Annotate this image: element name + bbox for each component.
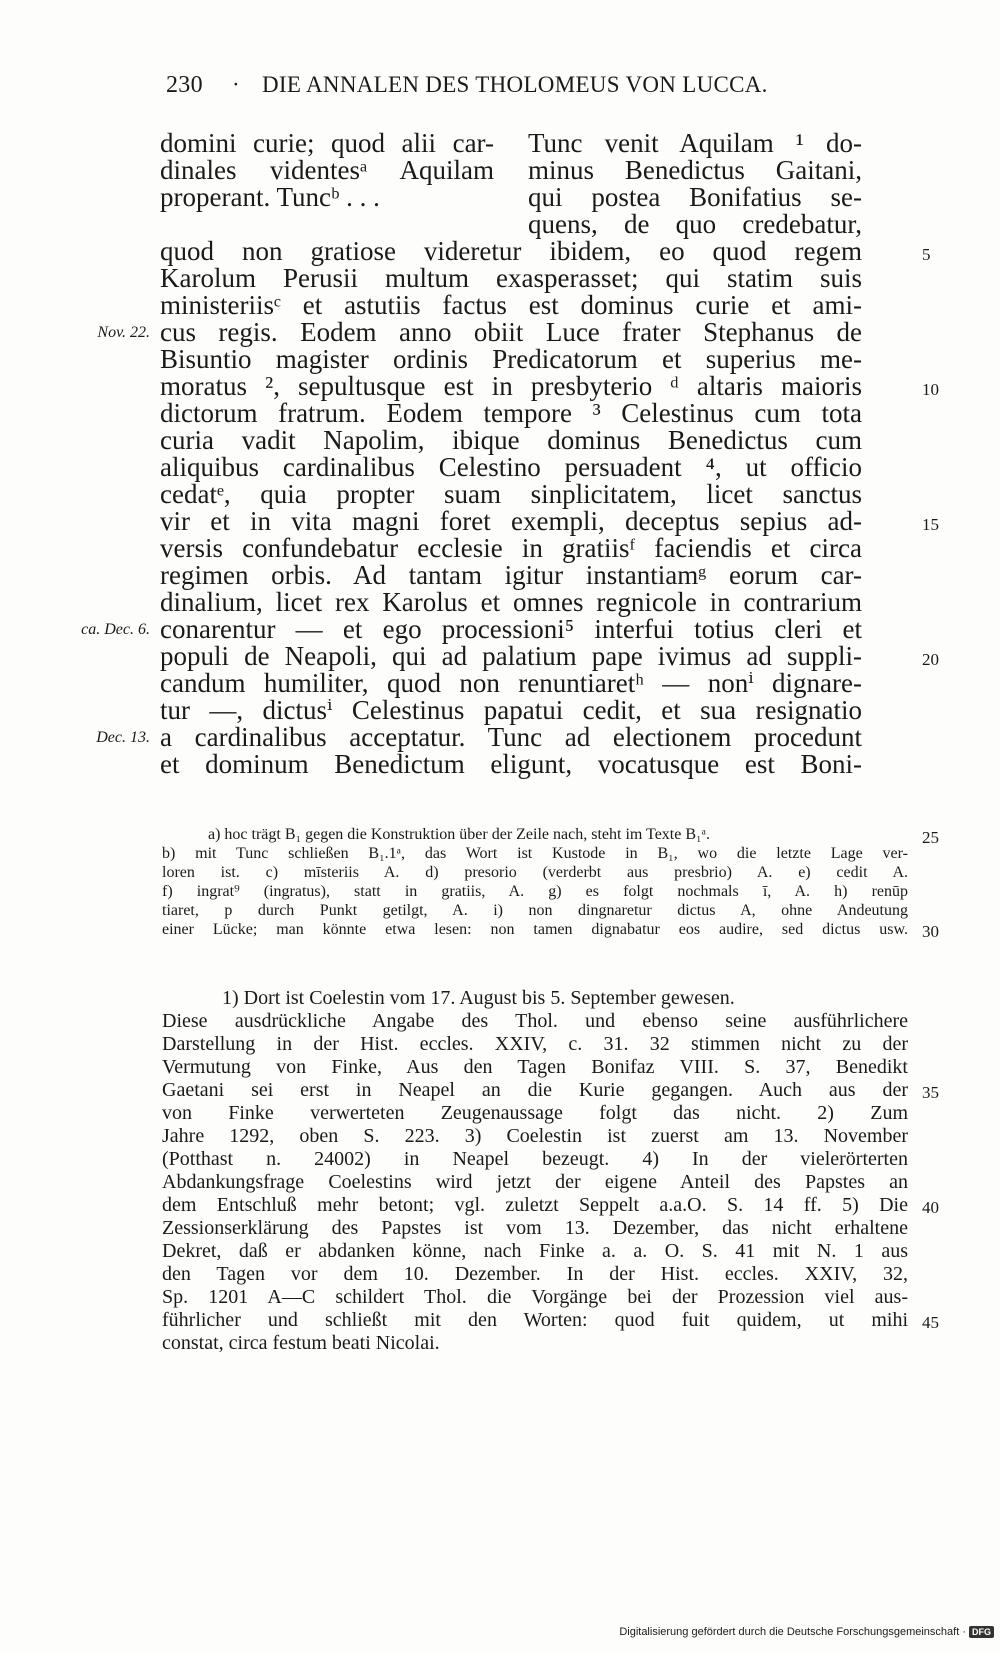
text-line: curia vadit Napolim, ibique dominus Benedictus cum: [160, 425, 862, 455]
line-number: 10: [922, 380, 939, 399]
right-column-line: Tunc venit Aquilam ¹ do-: [528, 128, 862, 158]
variant-line: a) hoc trägt B₁ gegen die Konstruktion über der Zeile nach, steht im Texte B₁ᵃ.: [208, 826, 710, 843]
text-line: Bisuntio magister ordinis Predicatorum et superius me-: [160, 344, 862, 374]
text-line: cus regis. Eodem anno obiit Luce frater Stephanus de: [160, 317, 862, 347]
margin-date: Dec. 13.: [96, 729, 150, 746]
line-number: 30: [922, 922, 939, 941]
commentary-line: den Tagen vor dem 10. Dezember. In der Hist. eccles. XXIV, 32,: [162, 1263, 908, 1285]
left-column-line: dinales videntesᵃ Aquilam: [160, 155, 494, 185]
left-column-line: properant. Tuncᵇ . . .: [160, 182, 380, 212]
footer-text: Digitalisierung gefördert durch die Deutsche Forschungsgemeinschaft ·: [619, 1626, 966, 1638]
left-column-line: domini curie; quod alii car-: [160, 128, 494, 158]
text-line: Karolum Perusii multum exasperasset; qui statim suis: [160, 263, 862, 293]
commentary-line: 1) Dort ist Coelestin vom 17. August bis 5. September gewesen.: [222, 987, 735, 1009]
text-line: populi de Neapoli, qui ad palatium pape ivimus ad suppli-: [160, 641, 862, 671]
text-line: regimen orbis. Ad tantam igitur instantiamᵍ eorum car-: [160, 560, 862, 590]
commentary-line: Darstellung in der Hist. eccles. XXIV, c. 31. 32 stimmen nicht zu der: [162, 1033, 908, 1055]
text-line: quod non gratiose videretur ibidem, eo quod regem: [160, 236, 862, 266]
text-line: dictorum fratrum. Eodem tempore ³ Celestinus cum tota: [160, 398, 862, 428]
variant-line: b) mit Tunc schließen B₁.1ᵃ, das Wort ist Kustode in B₁, wo die letzte Lage ver-: [162, 845, 908, 862]
commentary-line: Jahre 1292, oben S. 223. 3) Coelestin ist zuerst am 13. November: [162, 1125, 908, 1147]
text-line: a cardinalibus acceptatur. Tunc ad electionem procedunt: [160, 722, 862, 752]
commentary-line: führlicher und schließt mit den Worten: quod fuit quidem, ut mihi: [162, 1309, 908, 1331]
text-line: aliquibus cardinalibus Celestino persuadent ⁴, ut officio: [160, 452, 862, 482]
commentary-line: (Potthast n. 24002) in Neapel bezeugt. 4) In der vielerörterten: [162, 1148, 908, 1170]
variant-line: einer Lücke; man könnte etwa lesen: non tamen dignabatur eos audire, sed dictus usw.: [162, 921, 908, 938]
commentary-line: Dekret, daß er abdanken könne, nach Finke a. a. O. S. 41 mit N. 1 aus: [162, 1240, 908, 1262]
line-number: 35: [922, 1083, 939, 1102]
text-line: dinalium, licet rex Karolus et omnes regnicole in contrarium: [160, 587, 862, 617]
page-number: 230: [166, 72, 203, 98]
text-line: cedatᵉ, quia propter suam sinplicitatem, licet sanctus: [160, 479, 862, 509]
text-line: et dominum Benedictum eligunt, vocatusque est Boni-: [160, 749, 862, 779]
text-line: moratus ², sepultusque est in presbyterio ᵈ altaris maioris: [160, 371, 862, 401]
variant-line: tiaret, p durch Punkt getilgt, A. i) non dingnaretur dictus A, ohne Andeutung: [162, 902, 908, 919]
commentary-line: Diese ausdrückliche Angabe des Thol. und ebenso seine ausführlichere: [162, 1010, 908, 1032]
margin-date: Nov. 22.: [97, 324, 150, 341]
dfg-badge: DFG: [969, 1626, 994, 1638]
line-number: 40: [922, 1198, 939, 1217]
commentary-line: von Finke verwerteten Zeugenaussage folgt das nicht. 2) Zum: [162, 1102, 908, 1124]
variant-line: loren ist. c) mīsteriis A. d) presorio (verderbt aus presbrio) A. e) cedit A.: [162, 864, 908, 881]
text-line: candum humiliter, quod non renuntiaretʰ — nonⁱ dignare-: [160, 668, 862, 698]
commentary-line: Sp. 1201 A—C schildert Thol. die Vorgänge bei der Prozession viel aus-: [162, 1286, 908, 1308]
line-number: 20: [922, 650, 939, 669]
line-number: 45: [922, 1313, 939, 1332]
running-header: [162, 72, 822, 104]
commentary-line: constat, circa festum beati Nicolai.: [162, 1332, 440, 1354]
commentary-line: Abdankungsfrage Coelestins wird jetzt der eigene Anteil des Papstes an: [162, 1171, 908, 1193]
text-line: ministeriisᶜ et astutiis factus est dominus curie et ami-: [160, 290, 862, 320]
right-column-line: minus Benedictus Gaitani,: [528, 155, 862, 185]
text-line: versis confundebatur ecclesie in gratiisᶠ faciendis et circa: [160, 533, 862, 563]
commentary-line: dem Entschluß mehr betont; vgl. zuletzt Seppelt a.a.O. S. 14 ff. 5) Die: [162, 1194, 908, 1216]
right-column-line: qui postea Bonifatius se-: [528, 182, 862, 212]
line-number: 25: [922, 828, 939, 847]
digitization-footer: [608, 1626, 994, 1642]
variant-line: f) ingrat⁹ (ingratus), statt in gratiis, A. g) es folgt nochmals ī, A. h) renūp: [162, 883, 908, 900]
text-line: tur —, dictusⁱ Celestinus papatui cedit, et sua resignatio: [160, 695, 862, 725]
text-line: vir et in vita magni foret exempli, deceptus sepius ad-: [160, 506, 862, 536]
page-title: DIE ANNALEN DES THOLOMEUS VON LUCCA.: [262, 72, 768, 97]
commentary-line: Vermutung von Finke, Aus den Tagen Bonifaz VIII. S. 37, Benedikt: [162, 1056, 908, 1078]
line-number: 5: [922, 245, 931, 264]
margin-date: ca. Dec. 6.: [81, 621, 150, 638]
right-column-line: quens, de quo credebatur,: [528, 209, 862, 239]
commentary-line: Zessionserklärung des Papstes ist vom 13. Dezember, das nicht erhaltene: [162, 1217, 908, 1239]
text-line: conarentur — et ego processioni⁵ interfui totius cleri et: [160, 614, 862, 644]
line-number: 15: [922, 515, 939, 534]
commentary-line: Gaetani sei erst in Neapel an die Kurie gegangen. Auch aus der: [162, 1079, 908, 1101]
header-separator: ·: [232, 72, 240, 97]
